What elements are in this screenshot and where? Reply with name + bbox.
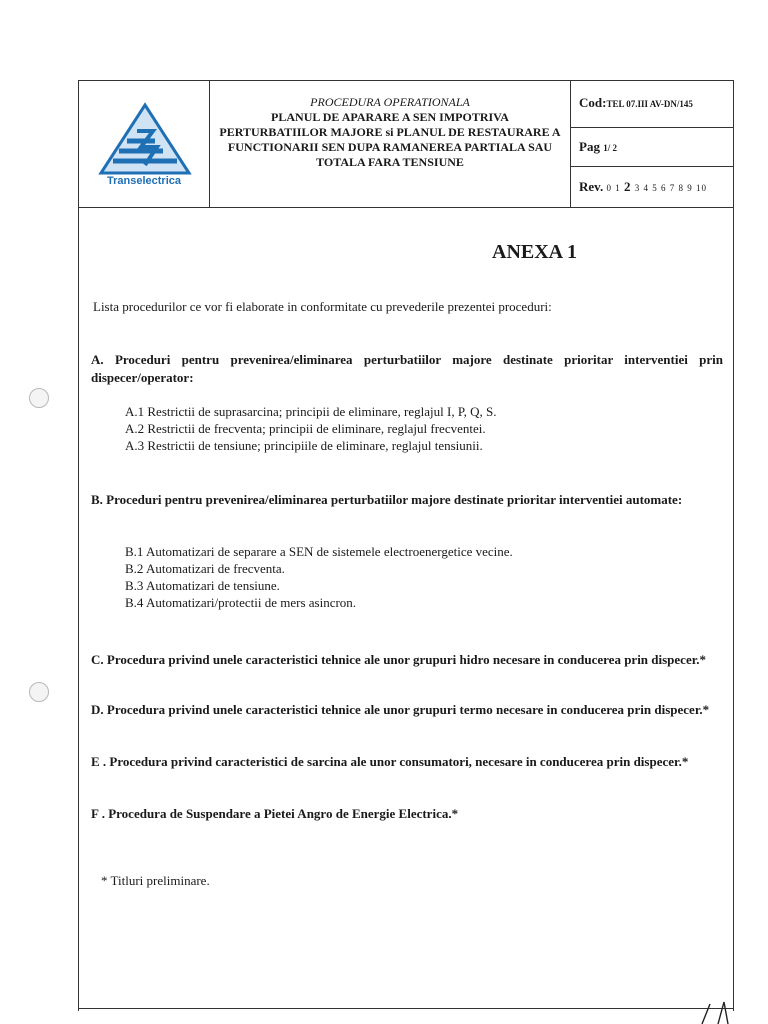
list-item: A.1 Restrictii de suprasarcina; principii de eliminare, reglajul I, P, Q, S. xyxy=(125,404,497,419)
rev-current: 2 xyxy=(623,179,632,194)
section-b-items xyxy=(125,543,715,611)
section-f-heading: F . Procedura de Suspendare a Pietei Angro de Energie Electrica.* xyxy=(91,806,459,821)
document-header xyxy=(79,81,733,208)
annex-title: ANEXA 1 xyxy=(492,241,578,263)
punch-hole-top xyxy=(29,388,49,408)
section-c-heading: C. Procedura privind unele caracteristici tehnice ale unor grupuri hidro necesare in conducerea prin dispecer.* xyxy=(91,652,707,667)
list-item: A.2 Restrictii de frecventa; principii de eliminare, reglajul frecventei. xyxy=(125,421,486,436)
rev-digits xyxy=(606,179,707,194)
code-label: Cod: xyxy=(579,95,607,110)
document-page xyxy=(78,80,734,1011)
procedure-title: PLANUL DE APARARE A SEN IMPOTRIVA PERTURBATIILOR MAJORE si PLANUL DE RESTAURARE A FUNCTIONARII SEN DUPA RAMANEREA PARTIALA SAU TOTALA FARA TENSIUNE xyxy=(219,110,561,169)
list-item: B.4 Automatizari/protectii de mers asincron. xyxy=(125,595,357,610)
rev-pre: 0 1 xyxy=(606,183,624,193)
meta-cell xyxy=(571,81,733,207)
signature-mark-icon xyxy=(698,998,738,1024)
footnote: * Titluri preliminare. xyxy=(101,873,210,888)
punch-hole-bottom xyxy=(29,682,49,702)
section-d-heading: D. Procedura privind unele caracteristici tehnice ale unor grupuri termo necesare in conducerea prin dispecer.* xyxy=(91,702,710,717)
intro-text: Lista procedurilor ce vor fi elaborate in conformitate cu prevederile prezentei proceduri: xyxy=(93,299,552,314)
section-e-heading: E . Procedura privind caracteristici de sarcina ale unor consumatori, necesare in conducerea prin dispecer.* xyxy=(91,754,689,769)
section-a-items xyxy=(125,403,715,454)
code-row xyxy=(571,81,733,128)
list-item: B.2 Automatizari de frecventa. xyxy=(125,561,285,576)
title-cell xyxy=(210,81,571,207)
section-a-heading: A. Proceduri pentru prevenirea/eliminarea perturbatiilor majore destinate prioritar interventiei prin dispecer/operator: xyxy=(91,352,723,385)
transelectrica-logo-icon xyxy=(97,101,193,177)
code-value: TEL 07.III AV-DN/145 xyxy=(606,99,693,109)
page-value: 1/ 2 xyxy=(603,143,617,153)
list-item: A.3 Restrictii de tensiune; principiile de eliminare, reglajul tensiunii. xyxy=(125,438,483,453)
logo-cell xyxy=(79,81,210,207)
procedure-type: PROCEDURA OPERATIONALA xyxy=(310,95,470,109)
section-b-heading: B. Proceduri pentru prevenirea/eliminarea perturbatiilor majore destinate prioritar interventiei automate: xyxy=(91,492,683,507)
rev-label: Rev. xyxy=(579,179,604,194)
rev-post: 3 4 5 6 7 8 9 10 xyxy=(631,183,707,193)
revision-row xyxy=(571,167,733,207)
logo-text: Transelectrica xyxy=(107,175,181,187)
list-item: B.1 Automatizari de separare a SEN de sistemele electroenergetice vecine. xyxy=(125,544,513,559)
list-item: B.3 Automatizari de tensiune. xyxy=(125,578,280,593)
page-bottom-border xyxy=(78,1008,734,1009)
page-row xyxy=(571,128,733,167)
page-label: Pag xyxy=(579,139,600,154)
